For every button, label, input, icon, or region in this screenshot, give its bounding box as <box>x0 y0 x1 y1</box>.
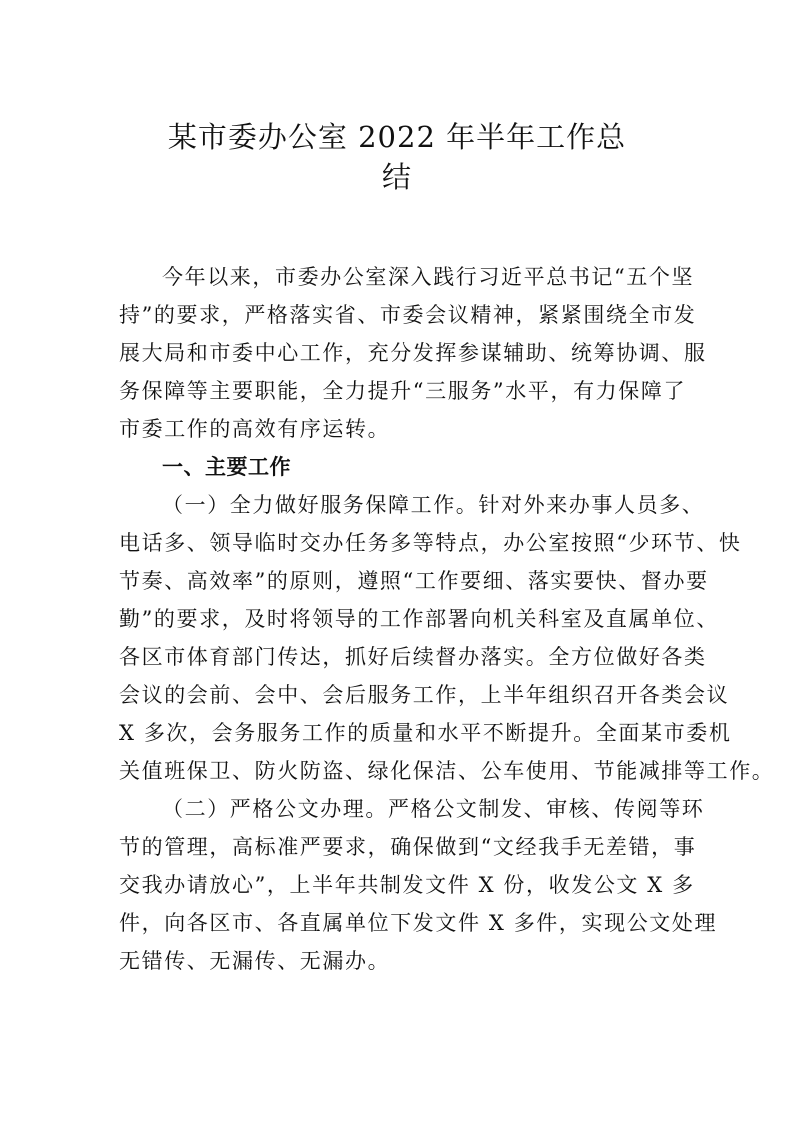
paragraph-line: 电话多、领导临时交办任务多等特点，办公室按照“少环节、快 <box>119 531 742 555</box>
intro-line: 务保障等主要职能，全力提升“三服务”水平，有力保障了 <box>119 379 687 403</box>
document-title-line-2: 结 <box>381 160 412 194</box>
intro-line: 今年以来，市委办公室深入践行习近平总书记“五个坚 <box>162 265 695 289</box>
paragraph-line: 件，向各区市、各直属单位下发文件 X 多件，实现公文处理 <box>119 911 718 935</box>
document-title-line-1: 某市委办公室 2022 年半年工作总 <box>167 120 627 154</box>
paragraph-line: 勤”的要求，及时将领导的工作部署向机关科室及直属单位、 <box>119 607 719 631</box>
intro-line: 持”的要求，严格落实省、市委会议精神，紧紧围绕全市发 <box>119 303 697 327</box>
paragraph-line: X 多次，会务服务工作的质量和水平不断提升。全面某市委机 <box>119 721 732 745</box>
paragraph-line: 交我办请放心”，上半年共制发文件 X 份，收发公文 X 多 <box>119 873 695 897</box>
paragraph-line: 关值班保卫、防火防盗、绿化保洁、公车使用、节能减排等工作。 <box>119 759 775 783</box>
paragraph-line: 节的管理，高标准严要求，确保做到“文经我手无差错，事 <box>119 835 697 859</box>
paragraph-line: 各区市体育部门传达，抓好后续督办落实。全方位做好各类 <box>119 645 707 669</box>
paragraph-line: 节奏、高效率”的原则，遵照“工作要细、落实要快、督办要 <box>119 569 709 593</box>
intro-line: 展大局和市委中心工作，充分发挥参谋辅助、统筹协调、服 <box>119 341 707 365</box>
intro-line: 市委工作的高效有序运转。 <box>119 417 391 441</box>
paragraph-line: （一）全力做好服务保障工作。针对外来办事人员多、 <box>162 493 705 517</box>
section-heading: 一、主要工作 <box>162 455 291 479</box>
paragraph-line: 无错传、无漏传、无漏办。 <box>119 949 391 973</box>
paragraph-line: （二）严格公文办理。严格公文制发、审核、传阅等环 <box>162 797 705 821</box>
paragraph-line: 会议的会前、会中、会后服务工作，上半年组织召开各类会议 <box>119 683 730 707</box>
